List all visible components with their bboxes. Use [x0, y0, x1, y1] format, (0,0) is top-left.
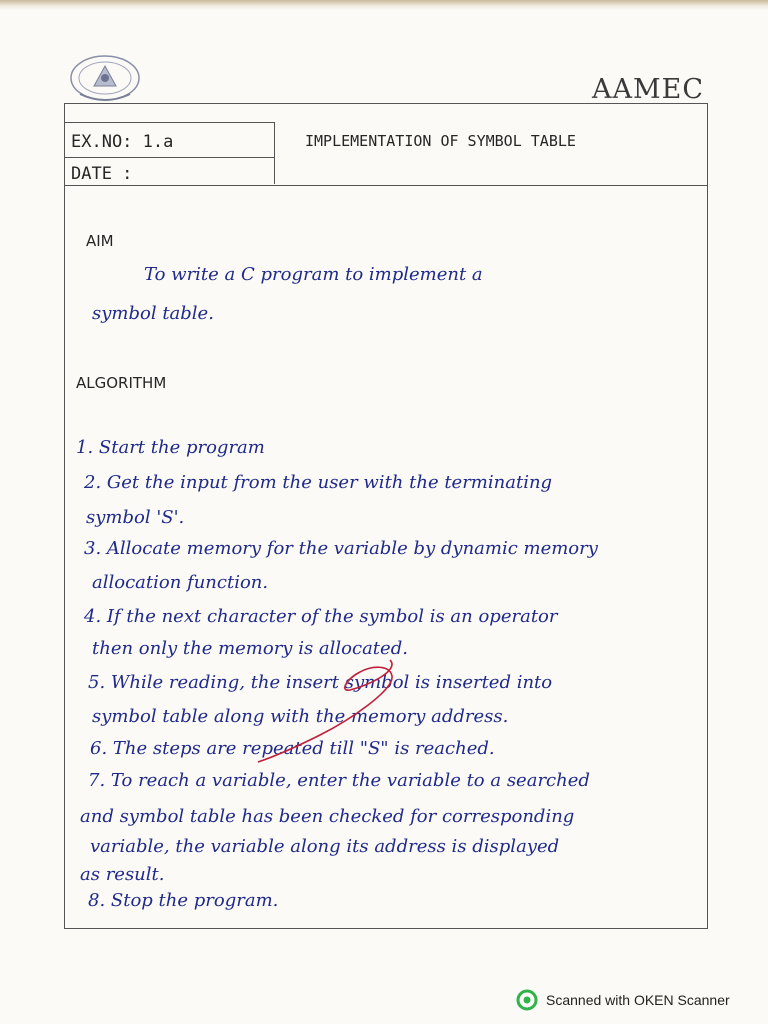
algorithm-line-1: 1. Start the program — [76, 437, 265, 458]
algorithm-line-5: allocation function. — [92, 572, 269, 593]
oken-logo-icon — [516, 989, 538, 1011]
algorithm-line-13: variable, the variable along its address is displayed — [90, 836, 560, 857]
algorithm-line-14: as result. — [80, 864, 165, 885]
algorithm-line-7: then only the memory is allocated. — [92, 638, 408, 659]
algorithm-line-11: 7. To reach a variable, enter the variable to a searched — [88, 770, 590, 791]
date-label: DATE : — [71, 164, 133, 184]
algorithm-line-3: symbol 'S'. — [86, 507, 185, 528]
algorithm-line-2: 2. Get the input from the user with the terminating — [84, 472, 553, 493]
red-correction-mark — [250, 650, 410, 770]
experiment-title: IMPLEMENTATION OF SYMBOL TABLE — [305, 132, 576, 150]
exno-label: EX.NO: 1.a — [71, 132, 174, 152]
aim-heading: AIM — [86, 232, 114, 250]
algorithm-line-9: symbol table along with the memory address. — [92, 706, 509, 727]
algorithm-line-10: 6. The steps are repeated till "S" is reached. — [90, 738, 495, 759]
brand-name: AAMEC — [591, 74, 704, 105]
algorithm-line-8: 5. While reading, the insert symbol is inserted into — [88, 672, 553, 693]
scanner-watermark — [516, 989, 730, 1011]
aim-line-1: To write a C program to implement a — [144, 264, 483, 285]
college-logo-icon — [66, 52, 144, 104]
algorithm-line-4: 3. Allocate memory for the variable by dynamic memory — [84, 538, 598, 559]
algorithm-heading: ALGORITHM — [76, 374, 167, 392]
algorithm-line-6: 4. If the next character of the symbol is an operator — [84, 606, 558, 627]
algorithm-line-15: 8. Stop the program. — [88, 890, 279, 911]
scanner-label: Scanned with OKEN Scanner — [546, 992, 730, 1008]
header-row — [65, 104, 707, 186]
paper-top-edge — [0, 0, 768, 10]
header-divider — [65, 157, 275, 158]
aim-line-2: symbol table. — [92, 303, 214, 324]
algorithm-line-12: and symbol table has been checked for corresponding — [80, 806, 575, 827]
